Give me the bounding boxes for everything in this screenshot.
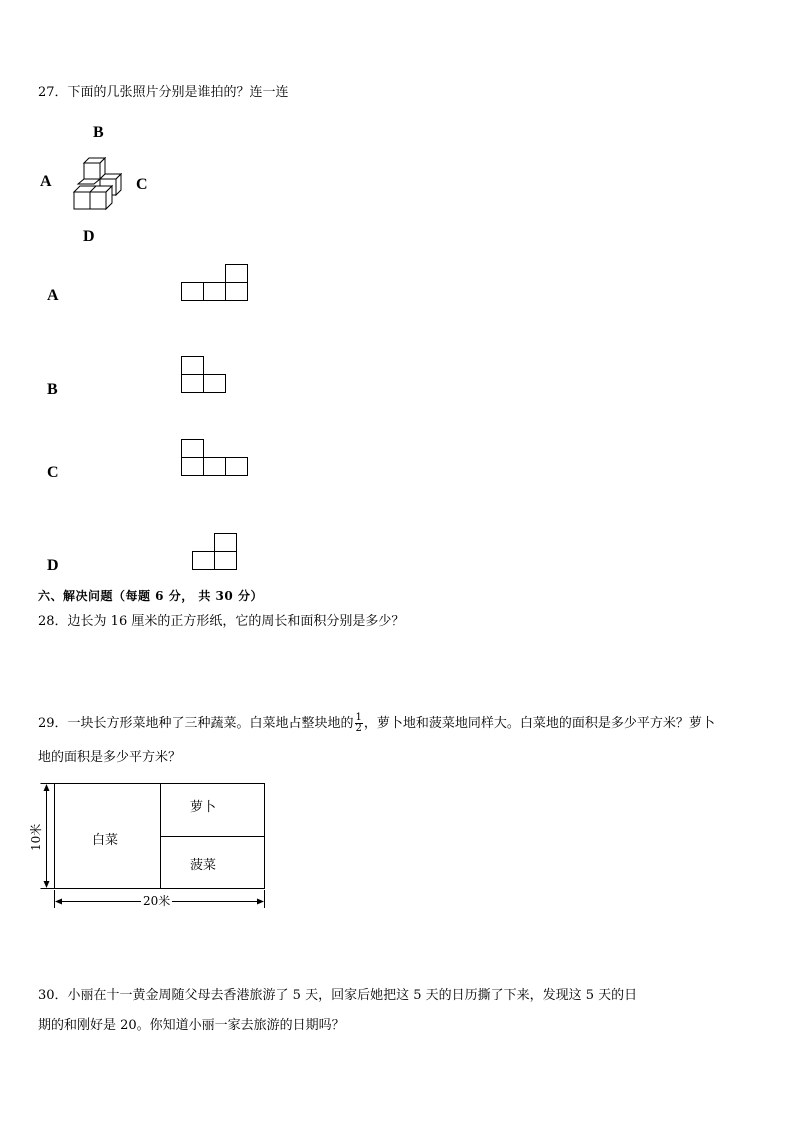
fraction-numerator: 1: [355, 712, 362, 723]
view-label-b: B: [93, 124, 104, 141]
option-d-figure: [191, 533, 239, 571]
q28-text: 28．边长为 16 厘米的正方形纸，它的周长和面积分别是多少？: [38, 614, 405, 629]
q29-line1: [38, 711, 715, 737]
field-diagram: [36, 780, 270, 910]
label-luobo: 萝卜: [190, 800, 217, 815]
view-label-a: A: [40, 173, 52, 190]
arrow-up-icon: [44, 784, 50, 791]
q29-text-part1: 29．一块长方形菜地种了三种蔬菜。白菜地占整块地的: [38, 716, 354, 731]
option-c-figure: [180, 439, 252, 477]
option-a-figure: [180, 264, 250, 302]
section-header: 六、解决问题（每题 6 分， 共 30 分）: [38, 589, 263, 603]
option-label-a: A: [47, 287, 59, 304]
view-label-d: D: [83, 228, 95, 245]
arrow-down-icon: [44, 881, 50, 888]
fraction-one-half: [355, 713, 363, 734]
q27-text: 27．下面的几张照片分别是谁拍的？连一连: [38, 85, 289, 100]
fraction-denominator: 2: [355, 723, 362, 734]
label-height: 10米: [29, 823, 43, 851]
q29-text-part2: ，萝卜地和菠菜地同样大。白菜地的面积是多少平方米？萝卜: [363, 716, 715, 731]
option-label-b: B: [47, 381, 58, 398]
option-b-figure: [180, 356, 228, 394]
cube-stack-figure: [72, 158, 120, 212]
q30-line1: 30．小丽在十一黄金周随父母去香港旅游了 5 天，回家后她把这 5 天的日历撕了下来，发现这 5 天的日: [38, 988, 638, 1003]
q29-line2: 地的面积是多少平方米？: [38, 750, 182, 765]
arrow-left-icon: [55, 899, 62, 905]
arrow-right-icon: [257, 899, 264, 905]
option-label-d: D: [47, 557, 59, 574]
label-bocai: 菠菜: [190, 858, 217, 873]
view-label-c: C: [136, 176, 148, 193]
option-label-c: C: [47, 464, 59, 481]
label-baicai: 白菜: [92, 833, 119, 848]
q30-line2: 期的和刚好是 20。你知道小丽一家去旅游的日期吗？: [38, 1018, 345, 1033]
label-width: 20米: [143, 894, 171, 908]
